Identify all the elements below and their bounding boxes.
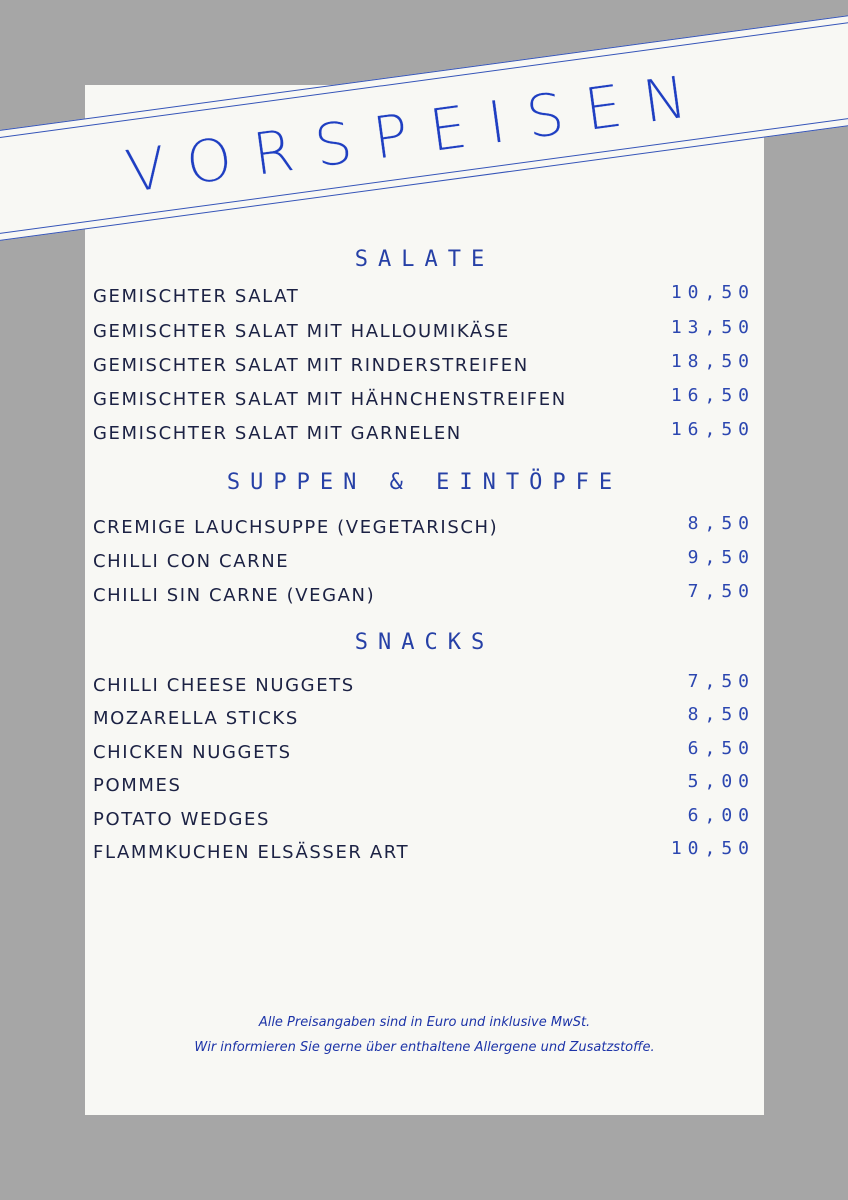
item-name: FLAMMKUCHEN ELSÄSSER ART [93, 842, 410, 863]
item-name: POTATO WEDGES [93, 809, 270, 830]
page-title: VORSPEISEN [121, 60, 713, 207]
item-name: MOZARELLA STICKS [93, 708, 299, 729]
menu-item [93, 385, 755, 415]
item-price: 10,50 [670, 838, 755, 859]
item-name: CHILLI SIN CARNE (VEGAN) [93, 585, 376, 606]
item-name: CHILLI CHEESE NUGGETS [93, 675, 355, 696]
item-price: 10,50 [670, 282, 755, 303]
section-heading-suppen: SUPPEN & EINTÖPFE [226, 470, 623, 495]
item-price: 13,50 [670, 317, 755, 338]
menu-item [93, 838, 755, 868]
item-price: 16,50 [670, 419, 755, 440]
item-price: 9,50 [687, 547, 755, 568]
item-name: GEMISCHTER SALAT MIT HALLOUMIKÄSE [93, 321, 510, 342]
item-price: 7,50 [687, 671, 755, 692]
item-price: 6,00 [687, 805, 755, 826]
item-price: 18,50 [670, 351, 755, 372]
menu-item [93, 317, 755, 347]
menu-item [93, 513, 755, 543]
menu-item [93, 547, 755, 577]
item-price: 16,50 [670, 385, 755, 406]
menu-item [93, 671, 755, 701]
item-name: CREMIGE LAUCHSUPPE (VEGETARISCH) [93, 517, 499, 538]
item-name: GEMISCHTER SALAT MIT HÄHNCHENSTREIFEN [93, 389, 567, 410]
item-name: POMMES [93, 775, 182, 796]
section-heading-snacks: SNACKS [354, 630, 495, 655]
menu-item [93, 282, 755, 312]
item-price: 8,50 [687, 704, 755, 725]
menu-item [93, 419, 755, 449]
menu-item [93, 738, 755, 768]
item-name: CHICKEN NUGGETS [93, 742, 292, 763]
section-heading-salate: SALATE [354, 247, 495, 272]
footer-note-allergens: Wir informieren Sie gerne über enthaltene Allergene und Zusatzstoffe. [194, 1040, 655, 1055]
menu-item [93, 581, 755, 611]
item-name: GEMISCHTER SALAT [93, 286, 300, 307]
menu-item [93, 704, 755, 734]
item-price: 7,50 [687, 581, 755, 602]
footer-note-prices: Alle Preisangaben sind in Euro und inklusive MwSt. [258, 1015, 591, 1030]
item-price: 5,00 [687, 771, 755, 792]
menu-item [93, 771, 755, 801]
item-name: CHILLI CON CARNE [93, 551, 290, 572]
menu-item [93, 351, 755, 381]
menu-item [93, 805, 755, 835]
item-price: 6,50 [687, 738, 755, 759]
item-price: 8,50 [687, 513, 755, 534]
item-name: GEMISCHTER SALAT MIT GARNELEN [93, 423, 462, 444]
item-name: GEMISCHTER SALAT MIT RINDERSTREIFEN [93, 355, 529, 376]
